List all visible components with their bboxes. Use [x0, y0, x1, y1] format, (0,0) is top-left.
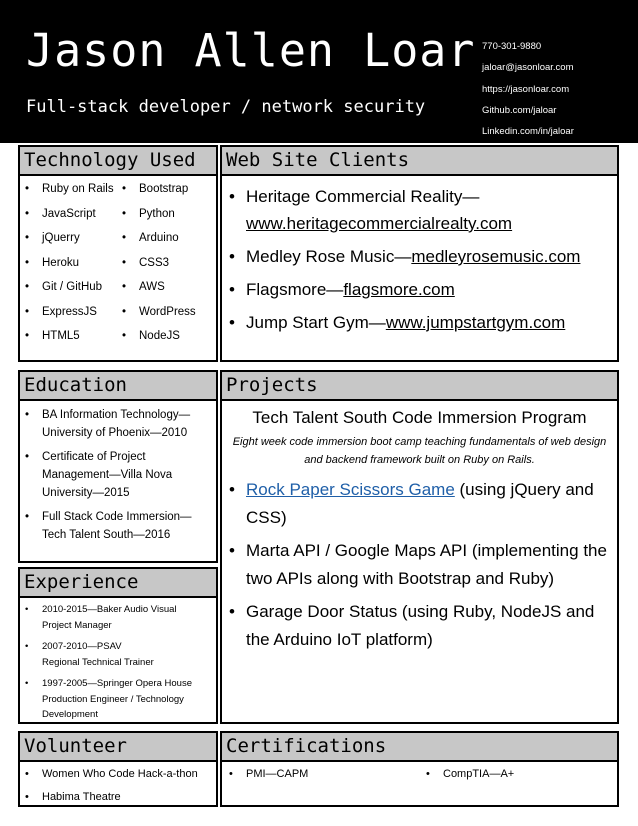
resume-header: [0, 0, 638, 143]
clients-list: [246, 183, 596, 342]
tech-item: • JavaScript: [42, 207, 114, 232]
client-name: Heritage Commercial Reality—: [246, 187, 480, 206]
contact-phone: 770-301-9880: [482, 41, 542, 52]
experience-item: [42, 639, 217, 670]
tech-item: • Ruby on Rails: [42, 182, 114, 207]
certifications-list-1: [246, 767, 308, 781]
client-name: Jump Start Gym—: [246, 313, 386, 332]
tech-item: • Arduino: [139, 231, 196, 256]
client-name: Flagsmore—: [246, 280, 344, 299]
tech-item: • Python: [139, 207, 196, 232]
certifications-title: Certifications: [222, 733, 617, 762]
client-link[interactable]: www.jumpstartgym.com: [385, 313, 566, 332]
experience-role: Project Manager: [42, 619, 112, 631]
volunteer-item: • Habima Theatre: [42, 790, 198, 813]
experience-role: Production Engineer / Technology Development: [42, 693, 184, 720]
tech-item: • HTML5: [42, 329, 114, 354]
education-list: [42, 406, 212, 550]
tech-item: • AWS: [139, 280, 196, 305]
contact-email[interactable]: jaloar@jasonloar.com: [482, 62, 574, 74]
experience-item: [42, 602, 217, 633]
certification-item: • PMI—CAPM: [246, 767, 308, 781]
tech-item: • Heroku: [42, 256, 114, 281]
project-link[interactable]: Rock Paper Scissors Game: [246, 480, 455, 499]
clients-section: [220, 145, 619, 362]
candidate-tagline: Full-stack developer / network security: [26, 97, 426, 117]
tech-item: • WordPress: [139, 305, 196, 330]
experience-role: Regional Technical Trainer: [42, 656, 154, 668]
education-section: [18, 370, 218, 563]
projects-title: Projects: [222, 372, 617, 401]
certification-item: • CompTIA—A+: [443, 767, 514, 781]
projects-section: [220, 370, 619, 724]
contact-linkedin[interactable]: Linkedin.com/in/jaloar: [482, 126, 574, 138]
contact-list: [482, 36, 574, 142]
volunteer-item: • Women Who Code Hack-a-thon: [42, 767, 198, 790]
experience-item: [42, 676, 217, 723]
program-description: Eight week code immersion boot camp teaching fundamentals of web design and backend framework built on Ruby on Rails.: [232, 436, 607, 466]
tech-item: • Git / GitHub: [42, 280, 114, 305]
project-text: Marta API / Google Maps API (implementing the two APIs along with Bootstrap and Ruby): [246, 541, 607, 588]
volunteer-section: [18, 731, 218, 807]
project-text: Garage Door Status (using Ruby, NodeJS and the Arduino IoT platform): [246, 602, 595, 649]
client-name: Medley Rose Music—: [246, 247, 412, 266]
project-text: (using jQuery and CSS): [246, 480, 594, 527]
contact-website[interactable]: https://jasonloar.com: [482, 83, 570, 95]
candidate-name: Jason Allen Loar: [26, 24, 476, 77]
program-title: Tech Talent South Code Immersion Program: [252, 408, 587, 427]
tech-item: • CSS3: [139, 256, 196, 281]
certifications-list-2: [443, 767, 514, 781]
project-item: [246, 598, 616, 654]
client-item: [246, 276, 596, 303]
experience-dates: • 1997-2005—Springer Opera House: [42, 678, 192, 689]
experience-list: [42, 602, 217, 729]
volunteer-list: [42, 767, 198, 813]
client-item: [246, 183, 596, 237]
client-item: [246, 243, 596, 270]
certifications-section: [220, 731, 619, 807]
clients-title: Web Site Clients: [222, 147, 617, 176]
education-item: • BA Information Technology—University of Phoenix—2010: [42, 406, 212, 442]
tech-item: • ExpressJS: [42, 305, 114, 330]
client-link[interactable]: flagsmore.com: [343, 280, 455, 299]
tech-item: • jQuerry: [42, 231, 114, 256]
project-item: [246, 537, 616, 593]
technology-title: Technology Used: [20, 147, 216, 176]
tech-item: • NodeJS: [139, 329, 196, 354]
volunteer-title: Volunteer: [20, 733, 216, 762]
client-link[interactable]: medleyrosemusic.com: [411, 247, 581, 266]
education-item: • Full Stack Code Immersion—Tech Talent South—2016: [42, 508, 212, 544]
client-link[interactable]: www.heritagecommercialrealty.com: [246, 214, 513, 233]
technology-section: [18, 145, 218, 362]
tech-item: • Bootstrap: [139, 182, 196, 207]
experience-section: [18, 567, 218, 724]
education-item: • Certificate of Project Management—Villa Nova University—2015: [42, 448, 212, 502]
project-item: [246, 476, 616, 532]
projects-list: [246, 476, 616, 659]
experience-dates: • 2007-2010—PSAV: [42, 641, 122, 652]
experience-dates: • 2010-2015—Baker Audio Visual: [42, 604, 177, 615]
education-title: Education: [20, 372, 216, 401]
client-item: [246, 309, 596, 336]
contact-github[interactable]: Github.com/jaloar: [482, 104, 557, 116]
experience-title: Experience: [20, 569, 216, 598]
